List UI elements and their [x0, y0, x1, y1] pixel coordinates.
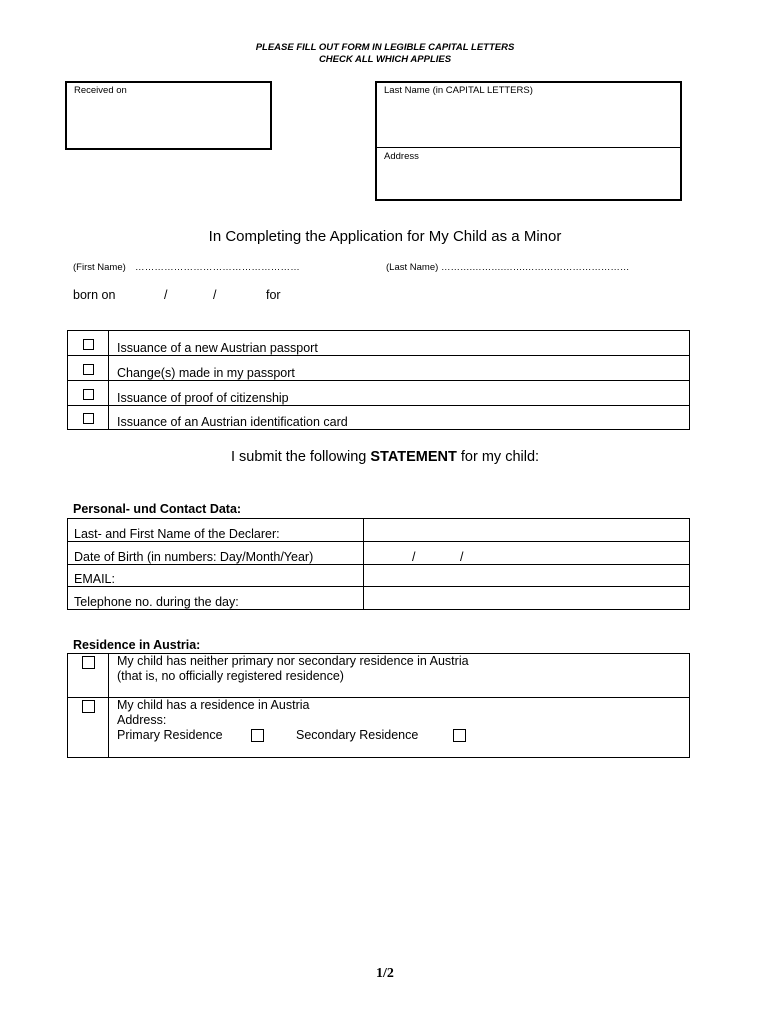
born-on-label: born on	[73, 288, 116, 302]
option-row	[68, 406, 690, 430]
page-number: 1/2	[376, 966, 394, 981]
statement-prefix: I submit the following	[230, 449, 371, 465]
personal-data-heading: Personal- und Contact Data:	[73, 502, 242, 516]
statement-heading	[0, 449, 770, 465]
option-row	[68, 331, 690, 356]
applicant-info-box	[375, 81, 682, 201]
last-name-box-label: Last Name (in CAPITAL LETTERS)	[384, 85, 533, 96]
option-new-passport: Issuance of a new Austrian passport	[109, 331, 690, 356]
declarer-dob-field[interactable]	[364, 542, 690, 565]
primary-residence-checkbox[interactable]	[251, 729, 264, 742]
statement-keyword: STATEMENT	[370, 449, 457, 465]
email-label: EMAIL:	[68, 565, 364, 587]
birth-date-slash-1: /	[164, 288, 168, 302]
table-row	[68, 519, 690, 542]
received-on-box[interactable]	[65, 81, 272, 150]
passport-change-checkbox[interactable]	[83, 364, 94, 375]
table-row	[68, 587, 690, 610]
option-row	[68, 356, 690, 381]
form-instruction-line2: CHECK ALL WHICH APPLIES	[318, 54, 452, 65]
no-residence-line1: My child has neither primary nor secondary residence in Austria	[117, 654, 469, 668]
application-options-table	[67, 330, 690, 430]
no-residence-line2: (that is, no officially registered residence)	[117, 669, 344, 683]
declarer-name-field[interactable]	[364, 519, 690, 542]
telephone-field[interactable]	[364, 587, 690, 610]
table-row	[68, 565, 690, 587]
option-row	[68, 381, 690, 406]
first-name-field[interactable]: ……………………………………………	[135, 262, 300, 273]
table-row	[68, 542, 690, 565]
declarer-name-label: Last- and First Name of the Declarer:	[68, 519, 364, 542]
dob-slash-1: /	[412, 550, 416, 564]
secondary-residence-checkbox[interactable]	[453, 729, 466, 742]
last-name-label: (Last Name)	[386, 262, 439, 273]
no-residence-checkbox[interactable]	[82, 656, 95, 669]
form-instruction-line1: PLEASE FILL OUT FORM IN LEGIBLE CAPITAL LETTERS	[255, 42, 515, 53]
residence-heading: Residence in Austria:	[73, 638, 201, 652]
table-row	[68, 698, 690, 758]
has-residence-line1: My child has a residence in Austria	[117, 698, 310, 712]
secondary-residence-label: Secondary Residence	[296, 728, 419, 742]
option-citizenship-proof: Issuance of proof of citizenship	[109, 381, 690, 406]
dob-slash-2: /	[460, 550, 464, 564]
received-on-label: Received on	[74, 85, 127, 96]
declarer-dob-label: Date of Birth (in numbers: Day/Month/Year)	[68, 542, 364, 565]
page-title: In Completing the Application for My Child as a Minor	[208, 228, 562, 245]
residence-address-label: Address:	[117, 713, 167, 727]
new-passport-checkbox[interactable]	[83, 339, 94, 350]
primary-residence-label: Primary Residence	[117, 728, 223, 742]
birth-date-slash-2: /	[213, 288, 217, 302]
first-name-label: (First Name)	[73, 262, 126, 273]
telephone-label: Telephone no. during the day:	[68, 587, 364, 610]
option-passport-change: Change(s) made in my passport	[109, 356, 690, 381]
personal-data-table	[67, 518, 690, 610]
table-row	[68, 654, 690, 698]
id-card-checkbox[interactable]	[83, 413, 94, 424]
has-residence-checkbox[interactable]	[82, 700, 95, 713]
residence-type-line	[117, 728, 689, 744]
statement-suffix: for my child:	[456, 449, 540, 465]
residence-table	[67, 653, 690, 758]
box-divider	[377, 147, 680, 148]
option-id-card: Issuance of an Austrian identification card	[109, 406, 690, 430]
for-label: for	[266, 288, 281, 302]
last-name-field[interactable]: ……….……….…….……………………………	[441, 262, 630, 273]
citizenship-proof-checkbox[interactable]	[83, 389, 94, 400]
email-field[interactable]	[364, 565, 690, 587]
address-box-label: Address	[384, 151, 419, 162]
